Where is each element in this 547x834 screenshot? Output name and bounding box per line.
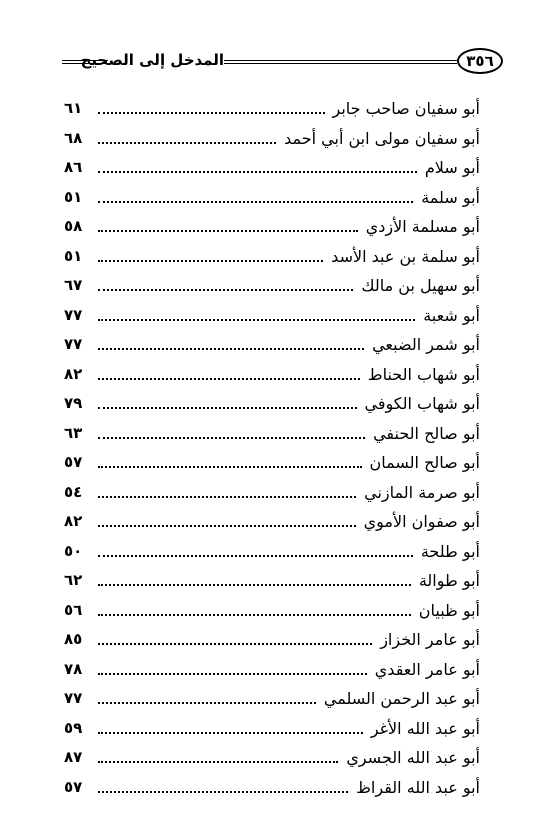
entry-page-number: ٨٢ <box>64 512 83 530</box>
entry-name: أبو عبد الله الأغر <box>370 718 480 738</box>
header-rule-middle <box>224 60 457 64</box>
entry-page-number: ٥٩ <box>64 718 83 737</box>
dot-leader <box>98 465 362 468</box>
dot-leader <box>98 377 360 380</box>
entry-page-number: ٦٧ <box>64 276 83 294</box>
entry-page-number: ٥٠ <box>64 541 83 560</box>
dot-leader <box>98 200 413 203</box>
dot-leader <box>98 672 367 675</box>
dot-leader <box>98 524 356 527</box>
index-entry <box>64 271 480 301</box>
dot-leader <box>98 141 276 144</box>
dot-leader <box>98 288 353 291</box>
name-index-list <box>64 94 480 802</box>
index-entry <box>64 242 480 272</box>
dot-leader <box>98 347 364 350</box>
entry-name: أبو سلمة <box>421 187 480 207</box>
entry-name: أبو صالح السمان <box>369 453 480 473</box>
dot-leader <box>98 554 413 557</box>
entry-page-number: ٦١ <box>64 99 83 117</box>
entry-name: أبو سلمة بن عبد الأسد <box>331 246 480 266</box>
entry-page-number: ٦٨ <box>64 128 83 147</box>
entry-name: أبو سهيل بن مالك <box>361 276 480 296</box>
entry-name: أبو ظبيان <box>418 600 480 620</box>
entry-name: أبو شهاب الكوفي <box>364 394 480 414</box>
entry-name: أبو سفيان مولى ابن أبي أحمد <box>284 128 480 148</box>
entry-page-number: ٨٦ <box>64 158 83 176</box>
entry-name: أبو عبد الرحمن السلمي <box>323 689 480 709</box>
entry-name: أبو مسلمة الأزدي <box>365 217 480 237</box>
index-entry <box>64 94 480 124</box>
dot-leader <box>98 436 365 439</box>
dot-leader <box>98 760 338 763</box>
entry-page-number: ٧٧ <box>64 689 83 707</box>
index-entry <box>64 183 480 213</box>
index-entry <box>64 389 480 419</box>
index-entry <box>64 655 480 685</box>
entry-page-number: ٦٢ <box>64 571 83 589</box>
entry-name: أبو عامر الخزاز <box>380 630 480 650</box>
entry-page-number: ٥٨ <box>64 217 83 235</box>
entry-page-number: ٧٩ <box>64 394 83 412</box>
index-entry <box>64 596 480 626</box>
dot-leader <box>98 613 411 616</box>
index-entry <box>64 478 480 508</box>
index-entry <box>64 419 480 449</box>
dot-leader <box>98 642 372 645</box>
index-entry <box>64 212 480 242</box>
dot-leader <box>98 111 325 114</box>
index-entry <box>64 625 480 655</box>
dot-leader <box>98 583 411 586</box>
index-entry <box>64 507 480 537</box>
dot-leader <box>98 790 348 793</box>
index-entry <box>64 360 480 390</box>
index-entry <box>64 448 480 478</box>
entry-name: أبو شعبة <box>423 305 480 325</box>
index-entry <box>64 537 480 567</box>
entry-name: أبو سلام <box>424 158 480 178</box>
index-entry <box>64 743 480 773</box>
entry-page-number: ٥١ <box>64 187 83 206</box>
running-title: المدخل إلى الصحيح <box>80 51 224 69</box>
index-entry <box>64 714 480 744</box>
dot-leader <box>98 318 415 321</box>
entry-name: أبو عبد الله الجسري <box>346 748 480 768</box>
entry-name: أبو سفيان صاحب جابر <box>332 99 480 119</box>
entry-name: أبو صفوان الأموي <box>363 512 480 532</box>
index-entry <box>64 124 480 154</box>
index-entry <box>64 684 480 714</box>
dot-leader <box>98 731 363 734</box>
entry-name: أبو شهاب الحناط <box>367 364 480 384</box>
entry-page-number: ٧٧ <box>64 335 83 353</box>
index-entry <box>64 773 480 803</box>
entry-page-number: ٥٤ <box>64 482 83 501</box>
entry-page-number: ٧٨ <box>64 659 83 678</box>
dot-leader <box>98 701 316 704</box>
index-entry <box>64 153 480 183</box>
entry-page-number: ٨٥ <box>64 630 83 648</box>
dot-leader <box>98 406 357 409</box>
dot-leader <box>98 259 323 262</box>
page-number: ٣٥٦ <box>457 48 503 74</box>
entry-name: أبو عامر العقدي <box>374 659 480 679</box>
entry-page-number: ٨٧ <box>64 748 83 766</box>
entry-name: أبو عبد الله القراظ <box>356 777 480 797</box>
entry-page-number: ٨٢ <box>64 364 83 383</box>
dot-leader <box>98 495 356 498</box>
entry-name: أبو طلحة <box>420 541 480 561</box>
entry-name: أبو صرمة المازني <box>364 482 480 502</box>
entry-name: أبو صالح الحنفي <box>373 423 480 443</box>
index-entry <box>64 566 480 596</box>
entry-name: أبو شمر الضبعي <box>372 335 480 355</box>
entry-page-number: ٥١ <box>64 246 83 265</box>
entry-page-number: ٧٧ <box>64 305 83 324</box>
dot-leader <box>98 170 417 173</box>
entry-page-number: ٥٧ <box>64 777 83 796</box>
entry-page-number: ٥٦ <box>64 600 83 619</box>
index-entry <box>64 301 480 331</box>
dot-leader <box>98 229 358 232</box>
entry-page-number: ٥٧ <box>64 453 83 471</box>
index-entry <box>64 330 480 360</box>
entry-page-number: ٦٣ <box>64 423 83 442</box>
entry-name: أبو طوالة <box>418 571 480 591</box>
running-header <box>62 44 502 78</box>
